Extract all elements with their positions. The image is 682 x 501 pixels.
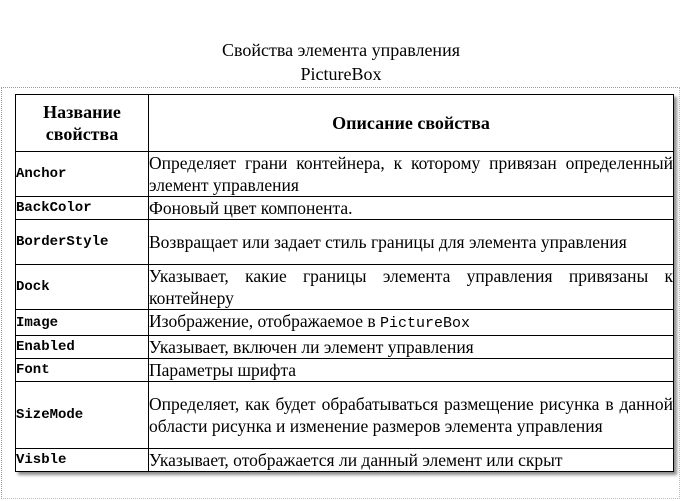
property-description: Параметры шрифта (149, 359, 674, 382)
table-row (16, 220, 674, 265)
table-row (16, 449, 674, 472)
table-row (16, 310, 674, 336)
property-name: SizeMode (16, 382, 149, 449)
property-name: Image (16, 310, 149, 336)
table-caption (0, 38, 682, 86)
table-row (16, 152, 674, 197)
property-name: BorderStyle (16, 220, 149, 265)
property-name: BackColor (16, 197, 149, 220)
table-row (16, 265, 674, 310)
caption-line-2: PictureBox (300, 64, 382, 84)
property-description: Определяет грани контейнера, к которому привязан определенный элемент управления (149, 153, 673, 195)
property-description: Возвращает или задает стиль границы для элемента управления (149, 220, 674, 265)
property-name: Font (16, 359, 149, 382)
property-name: Enabled (16, 336, 149, 359)
header-property-description: Описание свойства (149, 95, 674, 152)
header-property-name (16, 95, 149, 152)
property-description: Определяет, как будет обрабатываться размещение рисунка в данной области рисунка и изменение размеров элемента управления (149, 382, 674, 449)
property-description: Фоновый цвет компонента. (149, 197, 674, 220)
property-description: Указывает, включен ли элемент управления (149, 336, 674, 359)
header-row (16, 95, 674, 152)
property-name: Visble (16, 449, 149, 472)
property-description: Указывает, отображается ли данный элемент или скрыт (149, 449, 674, 472)
description-text: Изображение, отображаемое в (149, 311, 381, 331)
caption-line-1: Свойства элемента управления (222, 40, 460, 60)
table-row (16, 382, 674, 449)
table-row (16, 197, 674, 220)
table-row (16, 336, 674, 359)
property-name: Dock (16, 265, 149, 310)
header-name-line-2: свойства (45, 124, 119, 144)
property-description (149, 310, 674, 336)
table-row (16, 359, 674, 382)
property-description: Указывает, какие границы элемента управления привязаны к контейнеру (149, 266, 673, 308)
properties-table (15, 94, 674, 472)
description-code: PictureBox (380, 315, 471, 332)
header-name-line-1: Название (43, 102, 121, 122)
property-name: Anchor (16, 152, 149, 197)
